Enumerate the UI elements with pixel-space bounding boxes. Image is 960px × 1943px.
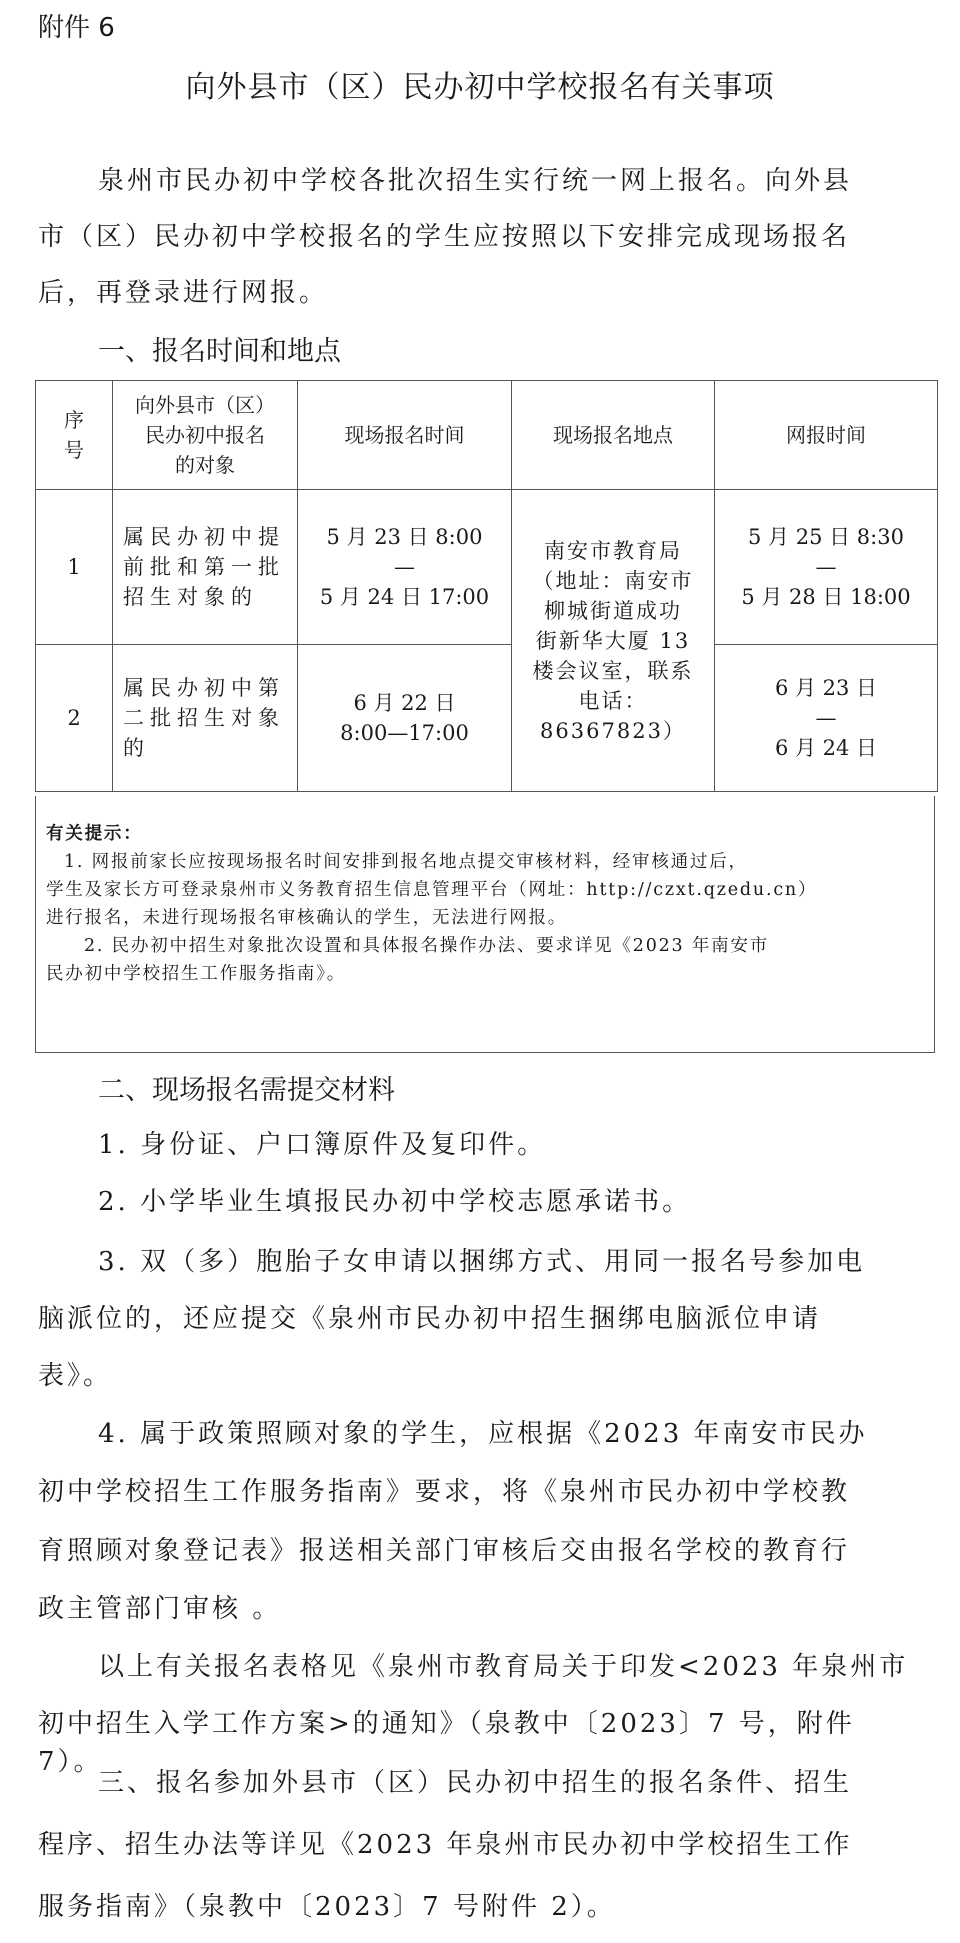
schedule-table bbox=[35, 380, 938, 792]
note-1-line-2: 学生及家长方可登录泉州市义务教育招生信息管理平台（网址：http://czxt.qzedu.cn） bbox=[46, 880, 818, 900]
intro-line-1: 泉州市民办初中学校各批次招生实行统一网上报名。向外县 bbox=[98, 166, 853, 196]
note-2-line-2: 民办初中学校招生工作服务指南》。 bbox=[46, 964, 347, 984]
section2-item-3-line-3: 表》。 bbox=[38, 1361, 113, 1391]
forms-note-line-1: 以上有关报名表格见《泉州市教育局关于印发<2023 年泉州市 bbox=[98, 1652, 909, 1682]
section3-line-1: 三、报名参加外县市（区）民办初中招生的报名条件、招生 bbox=[98, 1768, 853, 1798]
note-2-line-1: 2. 民办初中招生对象批次设置和具体报名操作办法、要求详见《2023 年南安市 bbox=[84, 936, 770, 956]
header-online-time: 网报时间 bbox=[715, 381, 938, 490]
notes-box bbox=[35, 796, 935, 1053]
section2-item-4-line-1: 4. 属于政策照顾对象的学生，应根据《2023 年南安市民办 bbox=[98, 1419, 868, 1449]
table-header-row bbox=[36, 381, 938, 490]
section2-item-1: 1. 身份证、户口簿原件及复印件。 bbox=[98, 1130, 547, 1160]
row1-target: 属民办初中提 前批和第一批 招生对象的 bbox=[113, 490, 298, 645]
intro-line-3: 后，再登录进行网报。 bbox=[38, 278, 329, 308]
section2-heading: 二、现场报名需提交材料 bbox=[98, 1075, 395, 1106]
row2-seq: 2 bbox=[36, 645, 113, 792]
attachment-label: 附件 6 bbox=[38, 13, 115, 43]
forms-note-line-2: 初中招生入学工作方案>的通知》（泉教中〔2023〕7 号，附件 7）。 bbox=[38, 1709, 855, 1777]
row2-online-time: 6 月 23 日 — 6 月 24 日 bbox=[715, 645, 938, 792]
header-seq: 序 号 bbox=[36, 381, 113, 490]
row2-target: 属民办初中第 二批招生对象 的 bbox=[113, 645, 298, 792]
table-row bbox=[36, 645, 938, 792]
section2-item-4-line-4: 政主管部门审核 。 bbox=[38, 1594, 282, 1624]
section2-item-3-line-2: 脑派位的，还应提交《泉州市民办初中招生捆绑电脑派位申请 bbox=[38, 1304, 822, 1334]
header-onsite-time: 现场报名时间 bbox=[298, 381, 512, 490]
page-title: 向外县市（区）民办初中学校报名有关事项 bbox=[185, 70, 775, 105]
section2-item-4-line-2: 初中学校招生工作服务指南》要求，将《泉州市民办初中学校教 bbox=[38, 1477, 851, 1507]
notes-title: 有关提示： bbox=[46, 824, 143, 844]
row2-onsite-time: 6 月 22 日 8:00—17:00 bbox=[298, 645, 512, 792]
row1-online-time: 5 月 25 日 8:30 — 5 月 28 日 18:00 bbox=[715, 490, 938, 645]
header-onsite-place: 现场报名地点 bbox=[512, 381, 715, 490]
row1-onsite-time: 5 月 23 日 8:00 — 5 月 24 日 17:00 bbox=[298, 490, 512, 645]
note-1-line-3: 进行报名，未进行现场报名审核确认的学生，无法进行网报。 bbox=[46, 908, 568, 928]
section3-line-3: 服务指南》（泉教中〔2023〕7 号附件 2）。 bbox=[38, 1892, 616, 1922]
section2-item-3-line-1: 3. 双（多）胞胎子女申请以捆绑方式、用同一报名号参加电 bbox=[98, 1247, 866, 1277]
intro-line-2: 市（区）民办初中学校报名的学生应按照以下安排完成现场报名 bbox=[38, 222, 851, 252]
onsite-place-cell: 南安市教育局 （地址：南安市 柳城街道成功 街新华大厦 13 楼会议室，联系 电话： 86367823） bbox=[512, 490, 715, 792]
header-target: 向外县市（区） 民办初中报名 的对象 bbox=[113, 381, 298, 490]
section2-item-4-line-3: 育照顾对象登记表》报送相关部门审核后交由报名学校的教育行 bbox=[38, 1536, 851, 1566]
section3-line-2: 程序、招生办法等详见《2023 年泉州市民办初中学校招生工作 bbox=[38, 1830, 853, 1860]
section2-item-2: 2. 小学毕业生填报民办初中学校志愿承诺书。 bbox=[98, 1187, 692, 1217]
table-row bbox=[36, 490, 938, 645]
note-1-line-1: 1. 网报前家长应按现场报名时间安排到报名地点提交审核材料，经审核通过后， bbox=[64, 852, 748, 872]
section1-heading: 一、报名时间和地点 bbox=[98, 336, 341, 367]
row1-seq: 1 bbox=[36, 490, 113, 645]
